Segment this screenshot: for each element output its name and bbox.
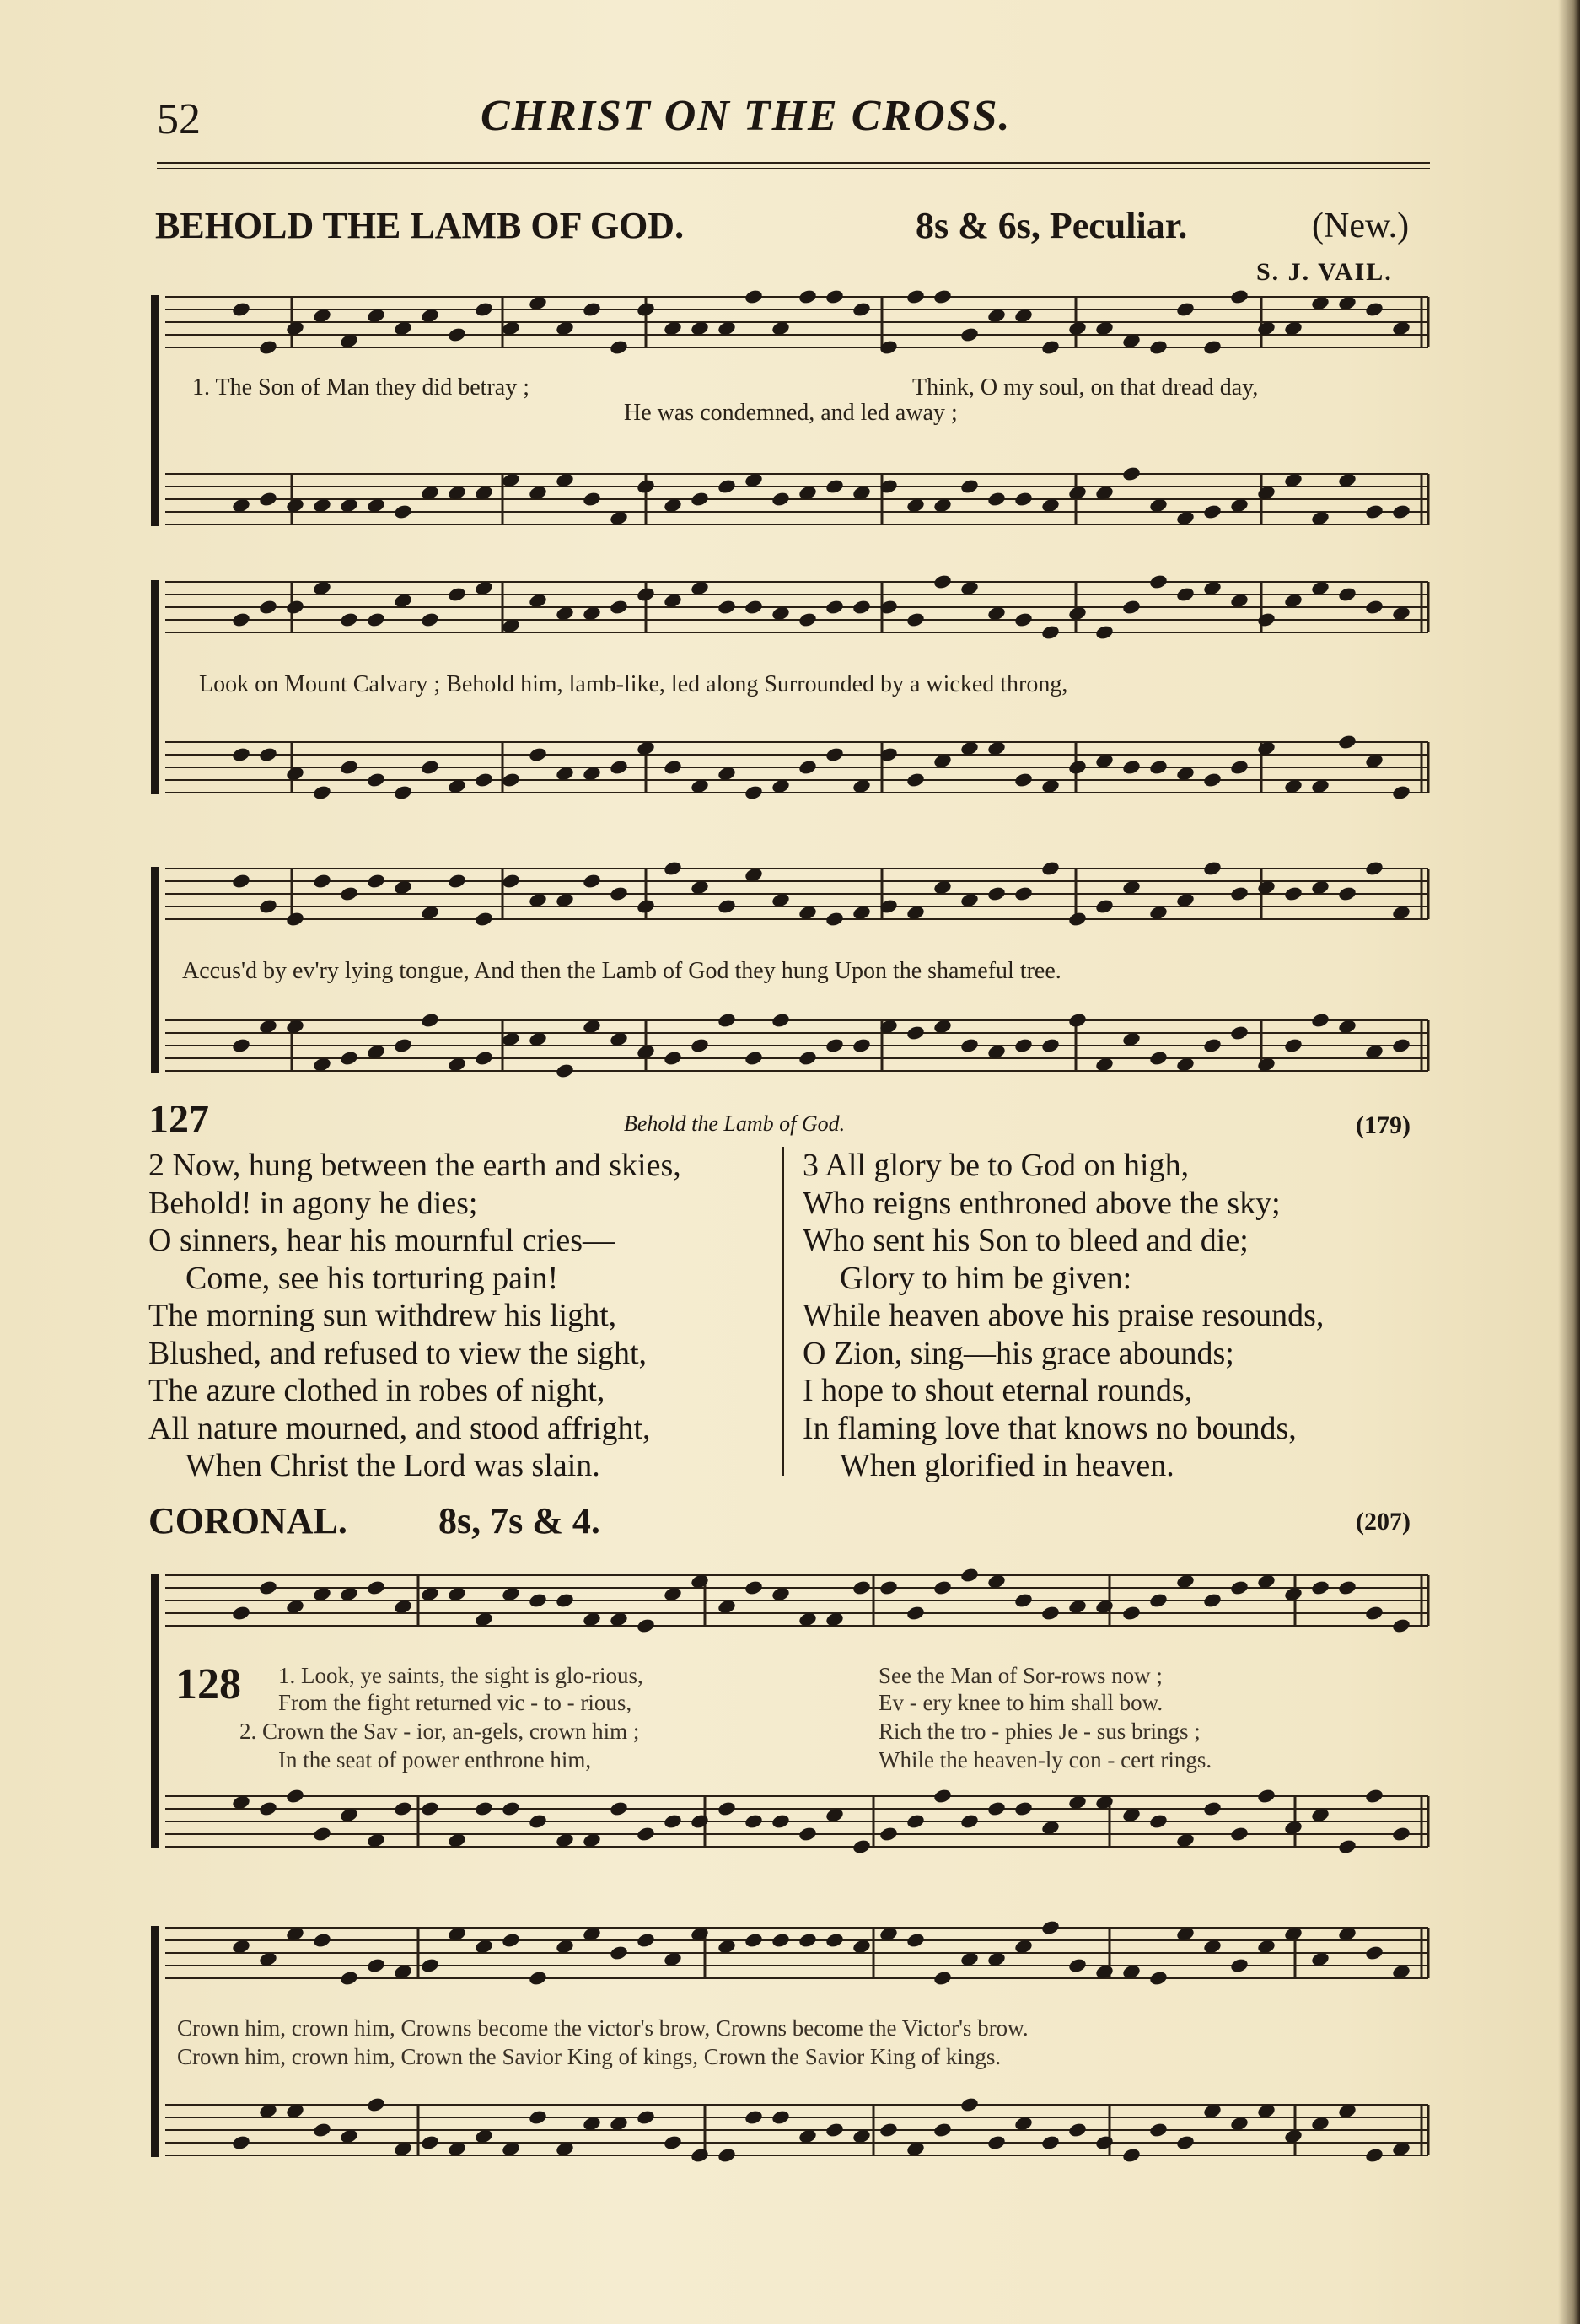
note-head [1256,1788,1276,1805]
note-head [663,2134,683,2151]
note-head [339,611,359,628]
verse-line: O sinners, hear his mournful cries— [148,1223,615,1258]
note-head [393,784,413,801]
note-head [1040,1919,1061,1936]
note-head [312,2122,332,2138]
note-head [231,1037,251,1054]
verse-line: I hope to shout eternal rounds, [803,1373,1193,1408]
note-head [258,746,278,763]
note-head [906,1932,926,1949]
page-edge [1558,0,1580,2324]
note-head [1229,1025,1249,1041]
note-head [1175,301,1196,318]
note-head [1040,339,1061,356]
note-head [717,599,737,616]
note-head [1148,1050,1169,1067]
note-head [1148,1970,1169,1987]
lyric-line: He was condemned, and led away ; [624,400,958,426]
verse-line: Who reigns enthroned above the sky; [803,1185,1281,1221]
note-head [1202,1592,1223,1609]
note-head [1202,1037,1223,1054]
note-head [528,1813,548,1830]
note-head [1364,1605,1384,1622]
note-head [474,1050,494,1067]
note-head [258,898,278,915]
note-head [636,1617,656,1634]
note-head [258,1579,278,1596]
note-head [1391,1037,1411,1054]
note-head [1310,1579,1330,1596]
note-head [932,573,953,590]
note-head [932,288,953,305]
note-head [231,611,251,628]
verse-line: In flaming love that knows no bounds, [803,1410,1297,1446]
note-head [609,339,629,356]
lyric-line: In the seat of power enthrone him, [278,1747,592,1773]
note-head [555,1062,575,1079]
note-head [1148,573,1169,590]
note-head [528,2109,548,2126]
note-head [663,759,683,776]
note-head [312,784,332,801]
note-head [1148,339,1169,356]
note-head [1256,611,1276,628]
verse-line: When Christ the Lord was slain. [185,1448,600,1483]
note-head [1121,2147,1142,2164]
note-head [420,759,440,776]
note-head [798,288,818,305]
note-head [879,1579,899,1596]
note-head [1283,1037,1303,1054]
note-head [258,1800,278,1817]
verse-line: Come, see his torturing pain! [185,1260,559,1296]
note-head [1229,1957,1249,1974]
note-head [986,2134,1007,2151]
note-head [717,1012,737,1029]
column-divider [782,1147,784,1476]
note-head [474,1800,494,1817]
note-head [932,2122,953,2138]
note-head [663,1050,683,1067]
lyric-line: Ev - ery knee to him shall bow. [879,1690,1164,1715]
note-head [609,885,629,902]
note-head [852,1838,872,1855]
note-head [420,1012,440,1029]
note-head [1013,1592,1034,1609]
note-head [906,611,926,628]
note-head [420,611,440,628]
note-head [1229,759,1249,776]
tune-meter: 8s, 7s & 4. [438,1500,600,1541]
note-head [1067,2122,1088,2138]
verse-line: When glorified in heaven. [840,1448,1174,1483]
note-head [1121,1605,1142,1622]
note-head [420,1957,440,1974]
note-head [906,1813,926,1830]
note-head [771,1012,791,1029]
note-head [231,2134,251,2151]
note-head [1391,503,1411,520]
note-head [1013,885,1034,902]
note-head [717,898,737,915]
tune-title: BEHOLD THE LAMB OF GOD. [155,205,685,246]
note-head [1094,898,1115,915]
tune-meter: 8s & 6s, Peculiar. [916,205,1188,246]
note-head [690,2147,710,2164]
note-head [744,1932,764,1949]
note-head [1364,599,1384,616]
tune-title: CORONAL. [148,1500,347,1541]
lyric-line: See the Man of Sor-rows now ; [879,1663,1163,1688]
note-head [825,2122,845,2138]
lyric-line: Think, O my soul, on that dread day, [912,374,1259,401]
hymn-reference: (179) [1356,1111,1411,1139]
note-head [906,1605,926,1622]
note-head [959,1037,980,1054]
note-head [1202,1800,1223,1817]
note-head [420,1800,440,1817]
note-head [932,1788,953,1805]
note-head [393,503,413,520]
note-head [1040,2134,1061,2151]
note-head [717,2147,737,2164]
verse-line: Blushed, and refused to view the sight, [148,1335,648,1371]
note-head [1364,2147,1384,2164]
note-head [744,2109,764,2126]
note-head [690,491,710,508]
note-head [1121,599,1142,616]
verse-2 [148,1147,681,1485]
note-head [771,2109,791,2126]
note-head [1310,1012,1330,1029]
note-head [1121,759,1142,776]
note-head [609,759,629,776]
note-head [474,772,494,788]
note-head [1364,1945,1384,1961]
note-head [1229,885,1249,902]
note-head [1067,1012,1088,1029]
note-head [474,301,494,318]
note-head [717,478,737,495]
note-head [528,1970,548,1987]
note-head [1202,339,1223,356]
verse-line: 3 All glory be to God on high, [803,1148,1190,1183]
note-head [1094,624,1115,641]
note-head [1202,772,1223,788]
lyric-line: Rich the tro - phies Je - sus brings ; [879,1719,1201,1744]
lyric-line: Crown him, crown him, Crown the Savior King of kings, Crown the Savior King of kings. [177,2044,1002,2069]
note-head [1391,1617,1411,1634]
note-head [744,784,764,801]
note-head [1337,586,1357,603]
note-head [959,326,980,343]
note-head [258,491,278,508]
note-head [474,911,494,928]
note-head [663,860,683,877]
note-head [393,1800,413,1817]
note-head [1364,301,1384,318]
note-head [825,288,845,305]
note-head [852,599,872,616]
note-head [636,898,656,915]
note-head [1148,1813,1169,1830]
note-head [285,1788,305,1805]
note-head [932,1579,953,1596]
note-head [1337,1579,1357,1596]
hymn-caption: Behold the Lamb of God. [624,1111,846,1136]
lyric-line: 1. The Son of Man they did betray ; [192,374,529,401]
note-head [798,1826,818,1843]
note-head [825,911,845,928]
note-head [501,1800,521,1817]
note-head [258,339,278,356]
note-head [366,2096,386,2113]
note-head [366,772,386,788]
note-head [231,873,251,890]
note-head [825,1037,845,1054]
note-head [906,772,926,788]
note-head [690,1037,710,1054]
note-head [1040,1037,1061,1054]
note-head [312,1826,332,1843]
note-head [959,2096,980,2113]
verse-line: The morning sun withdrew his light, [148,1298,617,1333]
note-head [366,1957,386,1974]
note-head [582,873,602,890]
lyric-line: 1. Look, ye saints, the sight is glo-rious, [278,1663,643,1688]
note-head [1391,1826,1411,1843]
note-head [636,1932,656,1949]
note-head [1067,1957,1088,1974]
note-head [1364,1788,1384,1805]
note-head [1229,1826,1249,1843]
note-head [231,746,251,763]
note-head [906,288,926,305]
note-head [231,1605,251,1622]
note-head [906,1025,926,1041]
note-head [690,1813,710,1830]
note-head [420,2134,440,2151]
note-head [528,1592,548,1609]
note-head [447,873,467,890]
note-head [609,1945,629,1961]
note-head [1175,586,1196,603]
verse-line: Who sent his Son to bleed and die; [803,1223,1249,1258]
note-head [1040,1605,1061,1622]
note-head [1148,2122,1169,2138]
note-head [636,2109,656,2126]
note-head [825,746,845,763]
note-head [744,599,764,616]
note-head [879,1826,899,1843]
note-head [1013,772,1034,788]
note-head [771,1932,791,1949]
note-head [339,1970,359,1987]
note-head [258,599,278,616]
note-head [636,301,656,318]
note-head [1202,860,1223,877]
verse-line: 2 Now, hung between the earth and skies, [148,1148,681,1183]
note-head [959,1567,980,1584]
note-head [798,1932,818,1949]
note-head [1391,784,1411,801]
note-head [663,1813,683,1830]
note-head [1040,860,1061,877]
verse-line: All nature mourned, and stood affright, [148,1410,651,1446]
note-head [339,1050,359,1067]
note-head [1148,1592,1169,1609]
note-head [852,1037,872,1054]
note-head [285,599,305,616]
note-head [582,301,602,318]
lyric-line: 2. Crown the Sav - ior, an-gels, crown him ; [239,1719,640,1744]
note-head [852,1579,872,1596]
note-head [1229,1579,1249,1596]
note-head [825,599,845,616]
note-head [932,1970,953,1987]
note-head [986,491,1007,508]
note-head [744,1813,764,1830]
note-head [744,1050,764,1067]
note-head [501,1932,521,1949]
note-head [744,1579,764,1596]
note-head [798,1050,818,1067]
note-head [501,873,521,890]
lyric-line: Accus'd by ev'ry lying tongue, And then the Lamb of God they hung Upon the shameful tree. [182,958,1061,984]
note-head [1013,1037,1034,1054]
note-head [447,326,467,343]
note-head [1067,911,1088,928]
note-head [959,478,980,495]
lyric-line: While the heaven-ly con - cert rings. [879,1747,1212,1773]
note-head [717,1800,737,1817]
note-head [1364,860,1384,877]
note-head [1067,759,1088,776]
note-head [879,2122,899,2138]
note-head [1013,611,1034,628]
note-head [986,885,1007,902]
note-head [1013,491,1034,508]
note-head [312,873,332,890]
note-head [825,478,845,495]
verse-line: Behold! in agony he dies; [148,1185,478,1221]
note-head [1283,885,1303,902]
note-head [285,911,305,928]
note-head [1229,288,1249,305]
note-head [1337,734,1357,750]
note-head [366,873,386,890]
lyric-line: Look on Mount Calvary ; Behold him, lamb-like, led along Surrounded by a wicked throng, [199,671,1068,697]
page-number: 52 [157,95,201,143]
note-head [1337,1838,1357,1855]
note-head [366,611,386,628]
note-head [771,491,791,508]
note-head [825,1932,845,1949]
note-head [1121,465,1142,482]
note-head [339,759,359,776]
note-head [1148,759,1169,776]
verse-line: O Zion, sing—his grace abounds; [803,1335,1234,1371]
note-head [636,1826,656,1843]
note-head [582,491,602,508]
note-head [798,611,818,628]
note-head [986,1800,1007,1817]
note-head [339,885,359,902]
note-head [1202,503,1223,520]
lyric-line: From the fight returned vic - to - rious, [278,1690,632,1715]
section-title: CHRIST ON THE CROSS. [481,92,1012,140]
hymn-reference: (207) [1356,1508,1411,1536]
verse-line: The azure clothed in robes of night, [148,1373,605,1408]
note-head [609,1800,629,1817]
note-head [1337,885,1357,902]
verse-3 [803,1147,1324,1485]
note-head [393,1037,413,1054]
note-head [1364,503,1384,520]
hymn-number: 127 [148,1097,209,1142]
note-head [1013,1800,1034,1817]
tune-note: (New.) [1312,207,1410,245]
note-head [852,301,872,318]
note-head [528,746,548,763]
hymn-number: 128 [175,1660,241,1708]
note-head [609,599,629,616]
note-head [501,772,521,788]
verse-line: While heaven above his praise resounds, [803,1298,1325,1333]
note-head [366,1579,386,1596]
note-head [231,301,251,318]
note-head [798,759,818,776]
verse-line: Glory to him be given: [840,1260,1132,1296]
note-head [636,586,656,603]
note-head [555,1592,575,1609]
note-head [447,586,467,603]
note-head [959,1813,980,1830]
note-head [1094,2134,1115,2151]
note-head [771,1813,791,1830]
note-head [744,288,764,305]
note-head [1175,2134,1196,2151]
note-head [636,478,656,495]
lyric-line: Crown him, crown him, Crowns become the victor's brow, Crowns become the Victor's brow. [177,2015,1029,2041]
note-head [312,1932,332,1949]
composer: S. J. VAIL. [1256,258,1393,286]
note-head [1040,624,1061,641]
